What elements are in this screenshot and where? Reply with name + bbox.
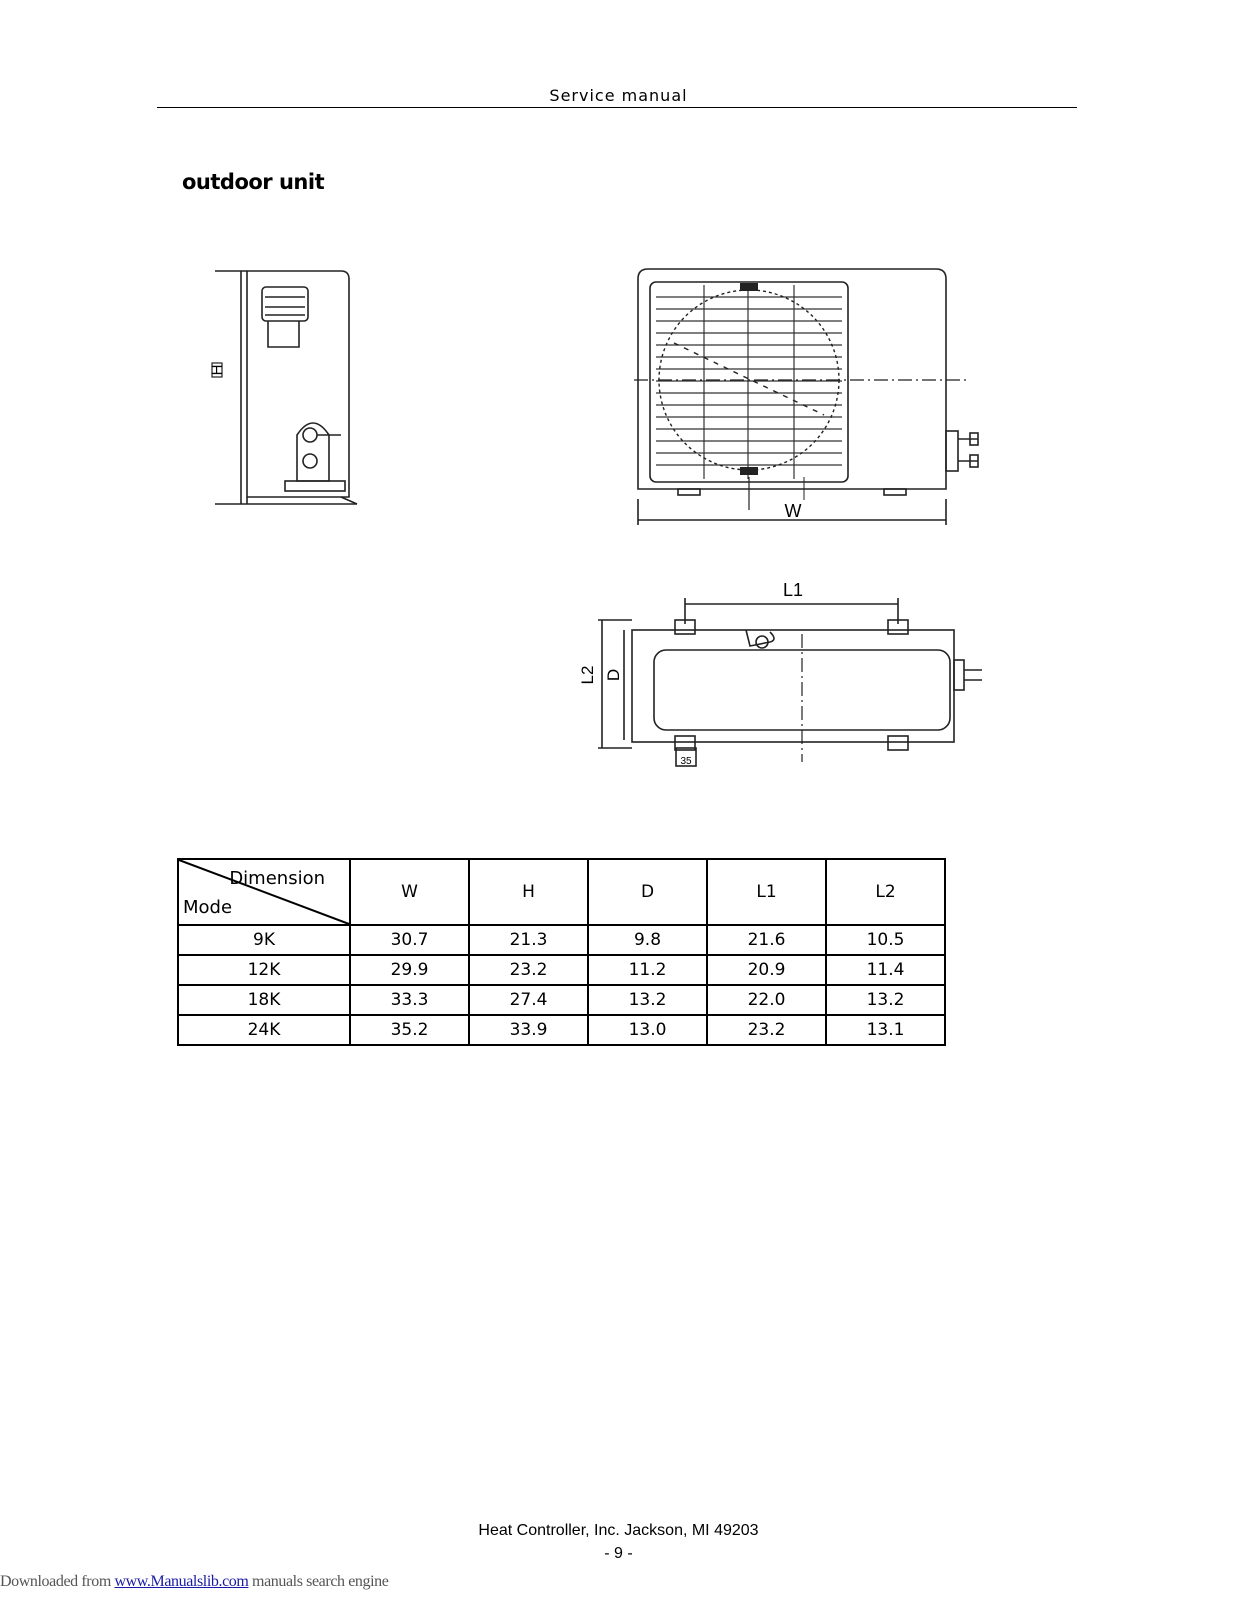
corner-row-label: Mode	[183, 897, 233, 918]
table-row	[178, 985, 945, 1015]
label-w: W	[784, 501, 802, 521]
table-header-row	[178, 859, 945, 925]
cell-l1: 21.6	[707, 925, 826, 955]
column-header-l2: L2	[826, 859, 945, 925]
manualslib-link[interactable]: www.Manualslib.com	[114, 1573, 249, 1590]
table-corner-cell	[178, 859, 350, 925]
page-number: - 9 -	[604, 1545, 633, 1562]
cell-w: 33.3	[350, 985, 469, 1015]
section-title: outdoor unit	[182, 170, 325, 194]
cell-d: 13.0	[588, 1015, 707, 1045]
download-notice	[0, 1573, 388, 1591]
cell-l1: 23.2	[707, 1015, 826, 1045]
table-row	[178, 925, 945, 955]
label-h: H	[209, 364, 226, 376]
cell-w: 30.7	[350, 925, 469, 955]
corner-col-label: Dimension	[229, 868, 325, 889]
label-d: D	[604, 668, 623, 682]
cell-l2: 11.4	[826, 955, 945, 985]
header-divider	[157, 107, 1077, 108]
label-offset: 35	[680, 756, 692, 767]
cell-l2: 13.2	[826, 985, 945, 1015]
dimension-table	[177, 858, 946, 1046]
side-view-drawing	[205, 265, 365, 510]
column-header-d: D	[588, 859, 707, 925]
page-header-title: Service manual	[549, 86, 688, 105]
row-model: 9K	[178, 925, 350, 955]
cell-w: 35.2	[350, 1015, 469, 1045]
table-row	[178, 1015, 945, 1045]
cell-h: 33.9	[469, 1015, 588, 1045]
column-header-l1: L1	[707, 859, 826, 925]
row-model: 12K	[178, 955, 350, 985]
footer-company: Heat Controller, Inc. Jackson, MI 49203	[478, 1522, 759, 1539]
download-suffix: manuals search engine	[248, 1573, 389, 1590]
cell-l2: 10.5	[826, 925, 945, 955]
cell-d: 9.8	[588, 925, 707, 955]
label-l2: L2	[578, 665, 597, 685]
front-view-drawing	[634, 265, 994, 540]
cell-w: 29.9	[350, 955, 469, 985]
cell-l2: 13.1	[826, 1015, 945, 1045]
row-model: 18K	[178, 985, 350, 1015]
top-view-drawing	[570, 580, 1000, 790]
cell-d: 13.2	[588, 985, 707, 1015]
label-l1: L1	[782, 580, 804, 600]
download-prefix: Downloaded from	[0, 1573, 115, 1590]
cell-h: 27.4	[469, 985, 588, 1015]
cell-l1: 22.0	[707, 985, 826, 1015]
table-row	[178, 955, 945, 985]
column-header-h: H	[469, 859, 588, 925]
cell-h: 23.2	[469, 955, 588, 985]
cell-d: 11.2	[588, 955, 707, 985]
column-header-w: W	[350, 859, 469, 925]
cell-l1: 20.9	[707, 955, 826, 985]
row-model: 24K	[178, 1015, 350, 1045]
cell-h: 21.3	[469, 925, 588, 955]
